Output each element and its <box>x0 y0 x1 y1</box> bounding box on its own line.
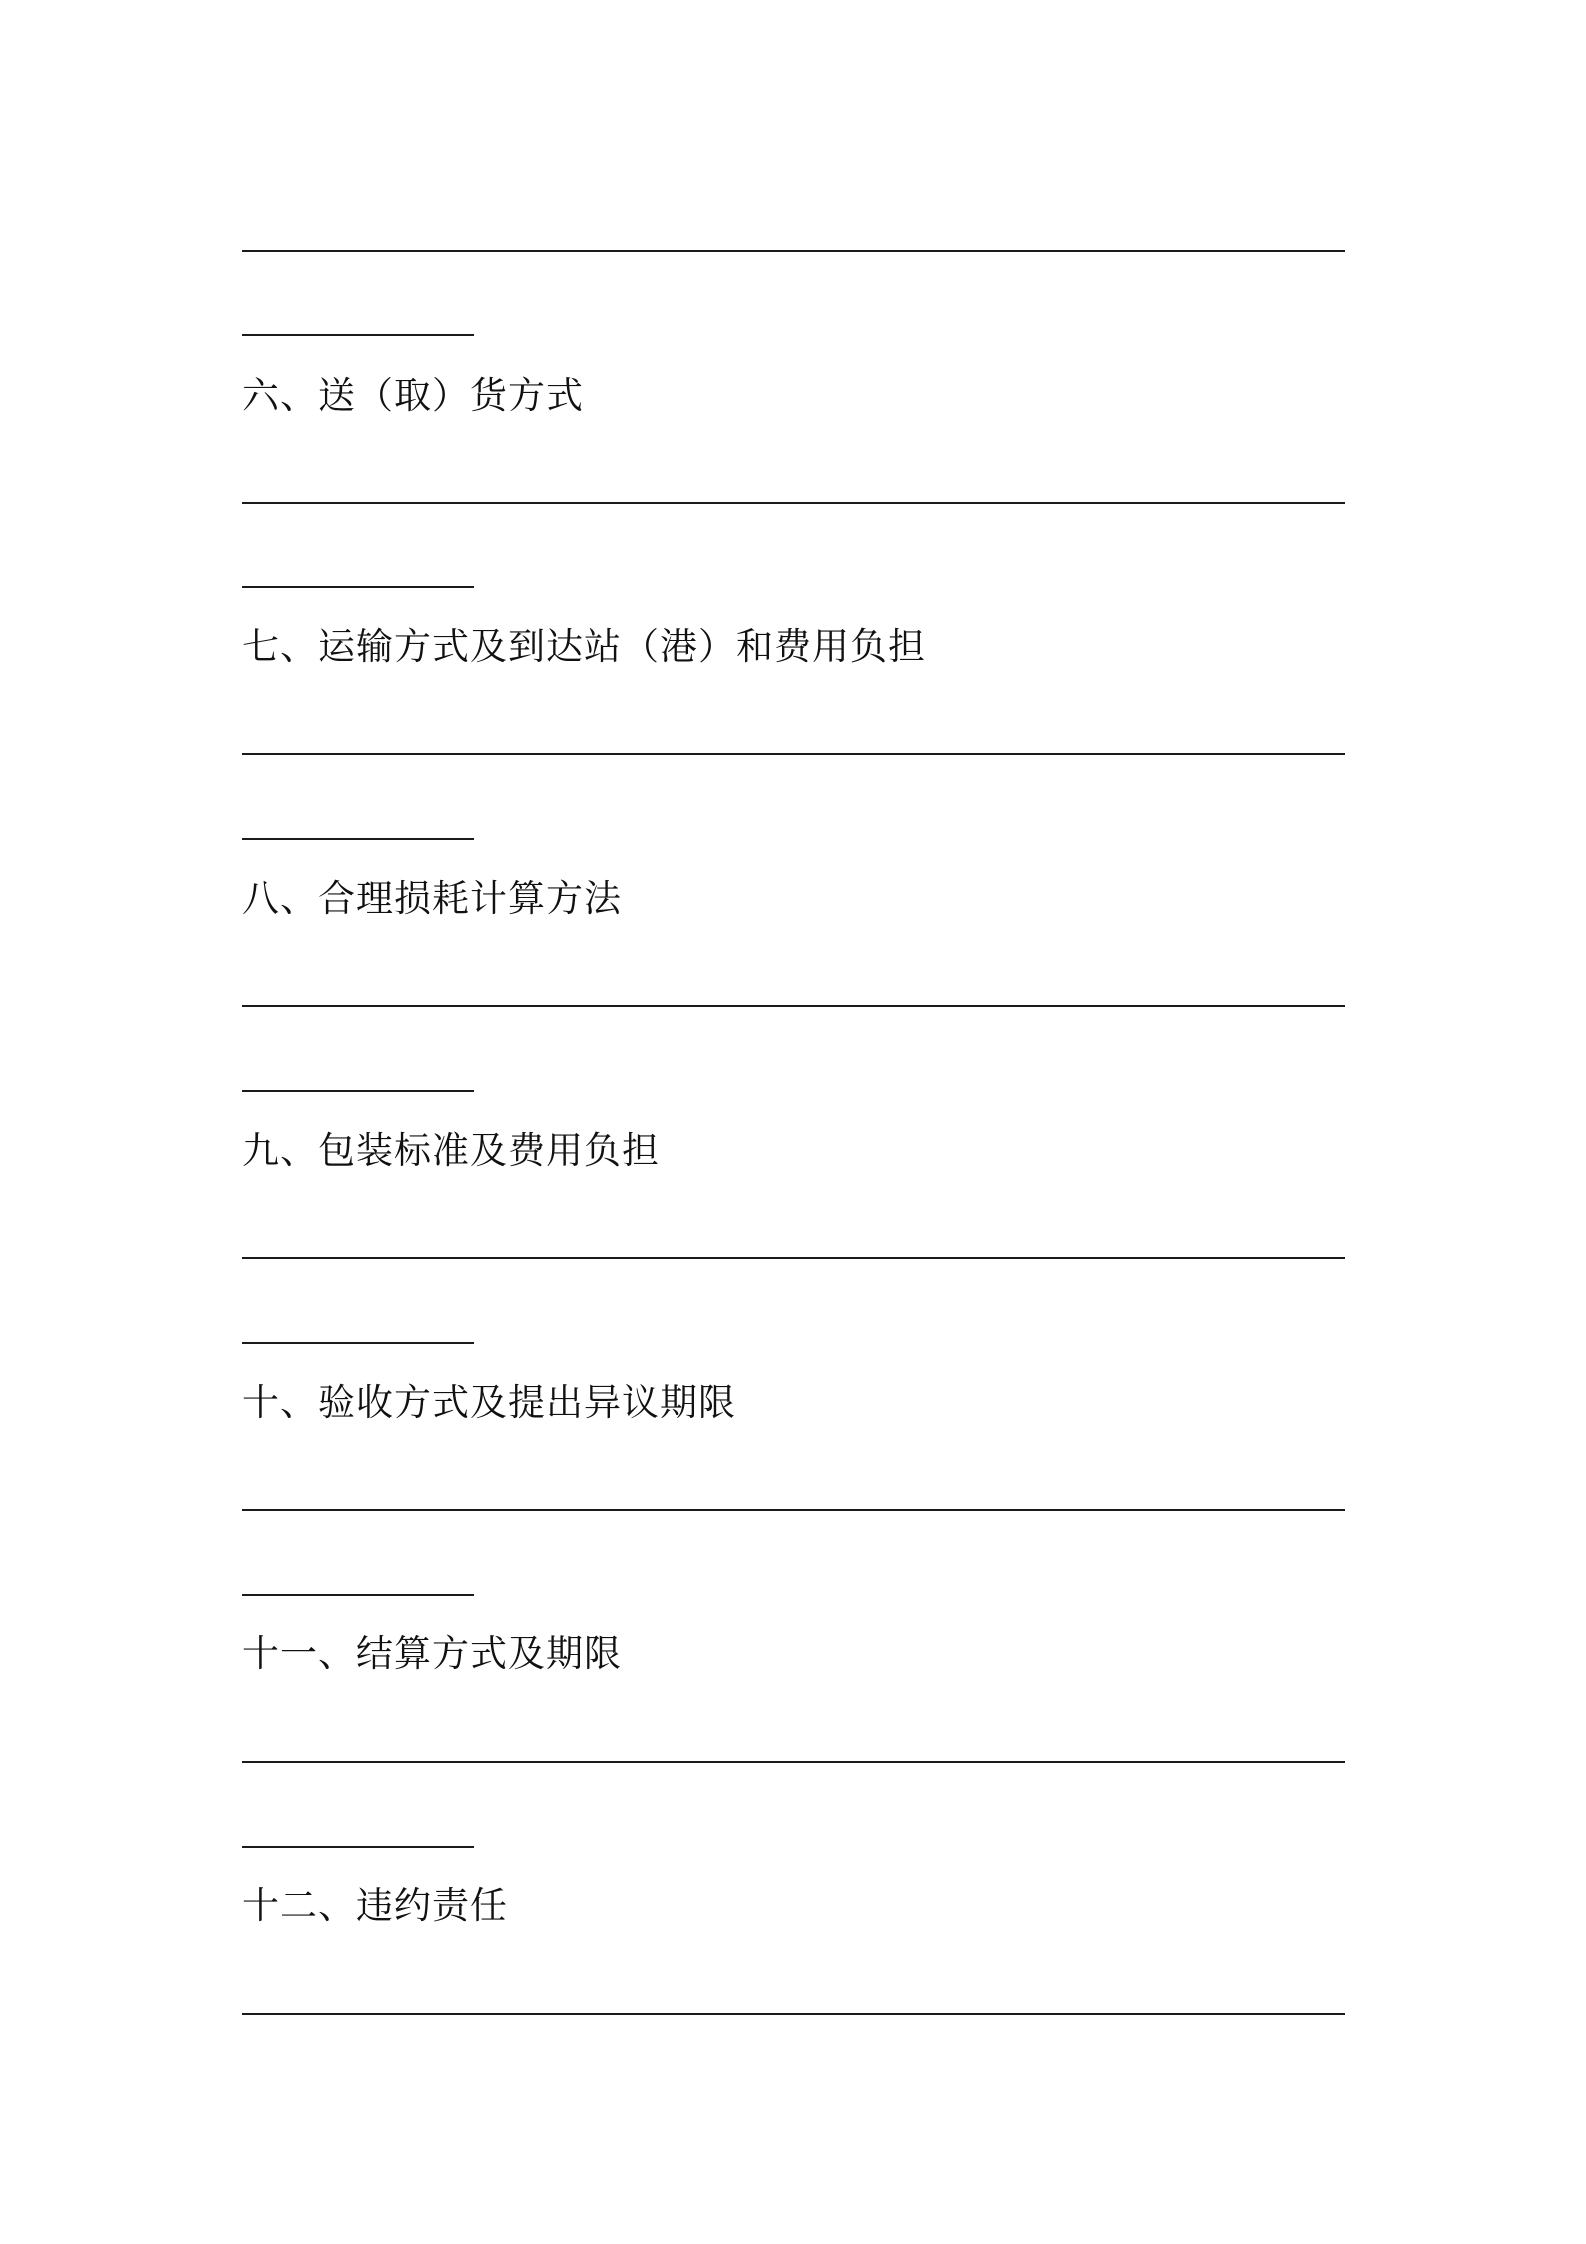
section-heading-8: 八、合理损耗计算方法 <box>242 877 622 920</box>
blank-line <box>242 1761 1345 1763</box>
blank-line-end <box>242 334 474 336</box>
section-heading-12: 十二、违约责任 <box>242 1884 508 1927</box>
blank-line-end <box>242 1090 474 1092</box>
blank-line <box>242 1257 1345 1259</box>
blank-line <box>242 753 1345 755</box>
blank-line <box>242 2013 1345 2015</box>
blank-line <box>242 502 1345 504</box>
blank-line-end <box>242 586 474 588</box>
section-heading-11: 十一、结算方式及期限 <box>242 1632 622 1675</box>
blank-line-end <box>242 838 474 840</box>
blank-line <box>242 250 1345 252</box>
blank-line <box>242 1509 1345 1511</box>
section-heading-10: 十、验收方式及提出异议期限 <box>242 1381 736 1424</box>
section-heading-9: 九、包装标准及费用负担 <box>242 1129 660 1172</box>
blank-line-end <box>242 1342 474 1344</box>
blank-line-end <box>242 1846 474 1848</box>
section-heading-7: 七、运输方式及到达站（港）和费用负担 <box>242 625 926 668</box>
blank-line <box>242 1005 1345 1007</box>
section-heading-6: 六、送（取）货方式 <box>242 374 584 417</box>
blank-line-end <box>242 1594 474 1596</box>
